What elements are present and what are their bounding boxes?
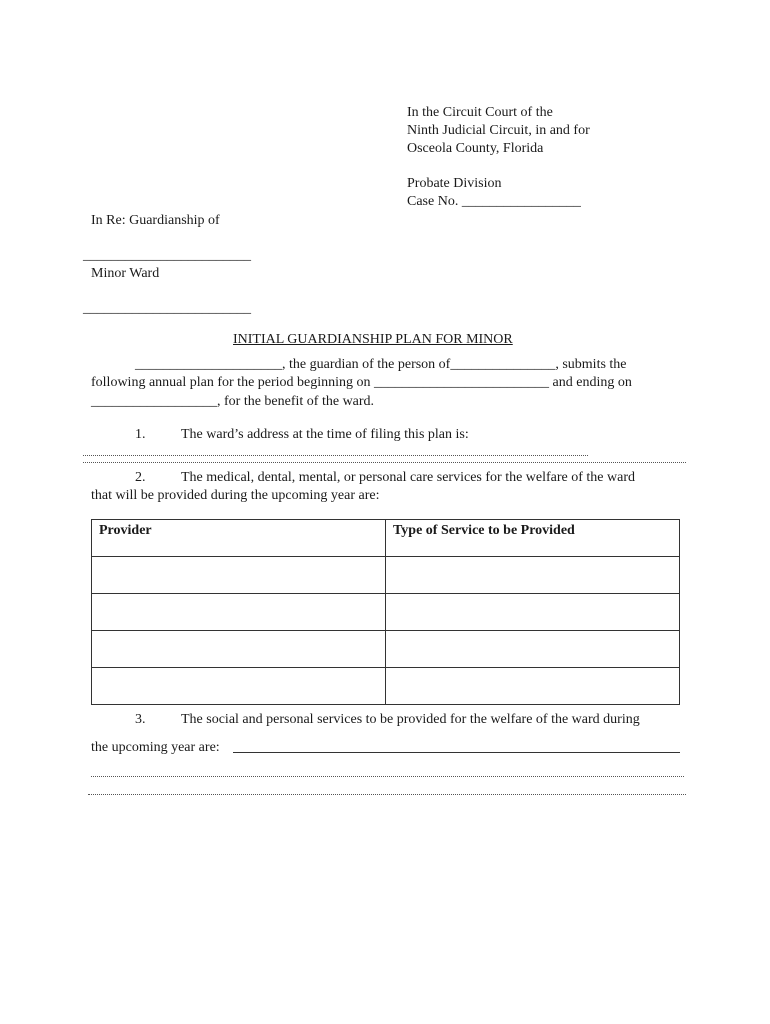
service-cell[interactable]	[386, 594, 680, 631]
ward-name-field[interactable]: ________________________	[83, 248, 251, 263]
services-table	[91, 519, 680, 705]
court-name-line2: Ninth Judicial Circuit, in and for	[407, 123, 590, 138]
table-row	[92, 668, 680, 705]
column-header-service-type: Type of Service to be Provided	[386, 520, 680, 557]
social-services-line-3[interactable]	[88, 794, 686, 795]
item2-line2: that will be provided during the upcoming year are:	[91, 488, 380, 503]
provider-cell[interactable]	[92, 594, 386, 631]
item3-line1: The social and personal services to be provided for the welfare of the ward during	[181, 712, 640, 727]
address-line-2[interactable]	[83, 462, 686, 463]
item2-number: 2.	[135, 470, 146, 485]
in-re-label: In Re: Guardianship of	[91, 213, 220, 228]
address-line-1[interactable]	[83, 455, 588, 456]
court-name-line3: Osceola County, Florida	[407, 141, 544, 156]
court-name-line1: In the Circuit Court of the	[407, 105, 553, 120]
social-services-line-1[interactable]	[233, 752, 680, 753]
item1-number: 1.	[135, 427, 146, 442]
table-row	[92, 631, 680, 668]
service-cell[interactable]	[386, 557, 680, 594]
intro-line2[interactable]: following annual plan for the period beginning on _________________________ and ending on	[91, 375, 632, 390]
document-title: INITIAL GUARDIANSHIP PLAN FOR MINOR	[233, 332, 513, 347]
service-cell[interactable]	[386, 631, 680, 668]
guardian-signature-field[interactable]: ________________________	[83, 301, 251, 316]
provider-cell[interactable]	[92, 631, 386, 668]
column-header-provider: Provider	[92, 520, 386, 557]
table-row	[92, 557, 680, 594]
item3-line2: the upcoming year are:	[91, 740, 220, 755]
table-row	[92, 594, 680, 631]
table-header-row	[92, 520, 680, 557]
intro-line3[interactable]: __________________, for the benefit of the ward.	[91, 394, 375, 409]
provider-cell[interactable]	[92, 557, 386, 594]
division-label: Probate Division	[407, 176, 502, 191]
social-services-line-2[interactable]	[91, 776, 684, 777]
provider-cell[interactable]	[92, 668, 386, 705]
minor-ward-label: Minor Ward	[91, 266, 160, 281]
item1-text: The ward’s address at the time of filing this plan is:	[181, 427, 469, 442]
service-cell[interactable]	[386, 668, 680, 705]
item3-number: 3.	[135, 712, 146, 727]
case-number-field[interactable]: Case No. _________________	[407, 194, 581, 209]
item2-line1: The medical, dental, mental, or personal care services for the welfare of the ward	[181, 470, 636, 485]
intro-line1[interactable]: _____________________, the guardian of the person of_______________, submits the	[135, 357, 627, 372]
